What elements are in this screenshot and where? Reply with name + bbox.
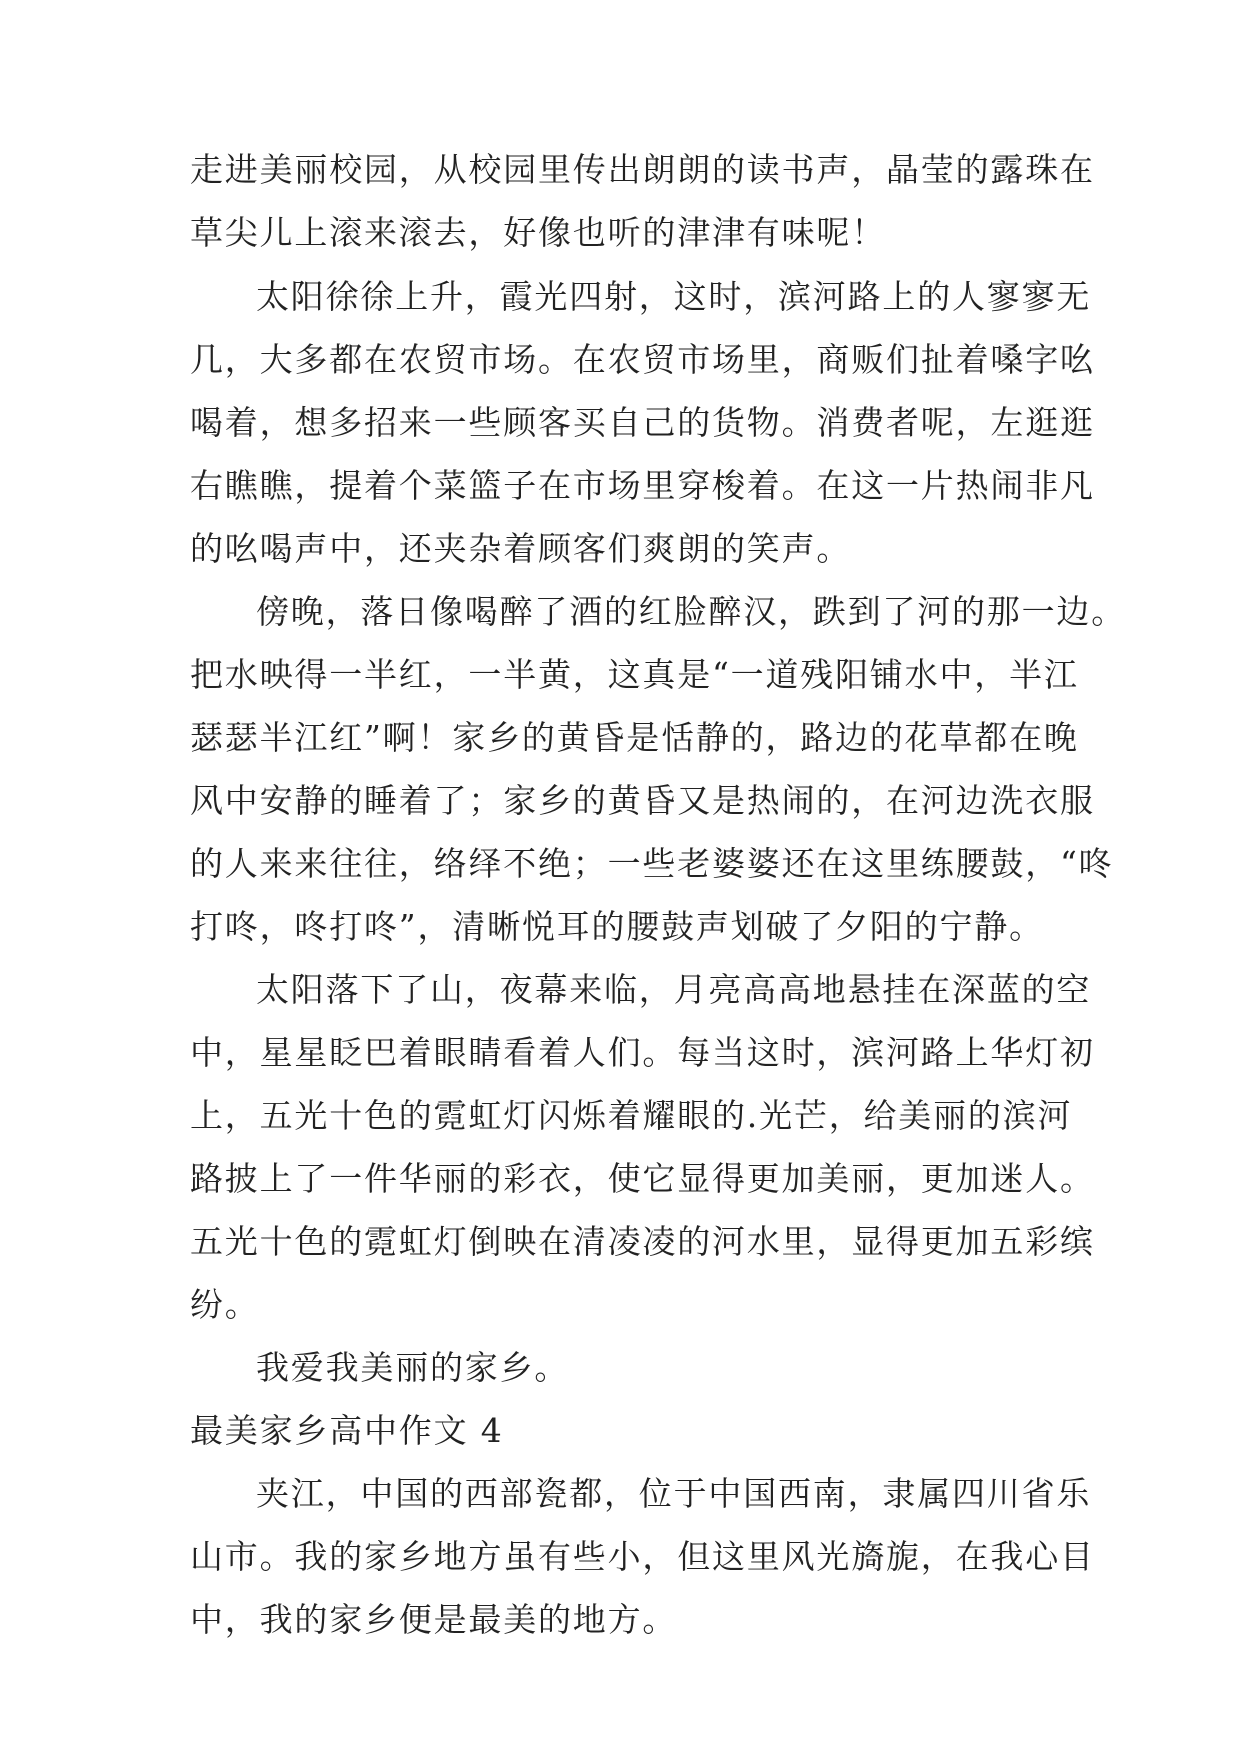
paragraph-first-line: 傍晚，落日像喝醉了酒的红脸醉汉，跌到了河的那一边。 bbox=[256, 592, 1126, 631]
text-line: 右瞧瞧，提着个菜篮子在市场里穿梭着。在这一片热闹非凡 bbox=[190, 466, 1095, 505]
paragraph-first-line: 夹江，中国的西部瓷都，位于中国西南，隶属四川省乐 bbox=[256, 1474, 1092, 1513]
paragraph-first-line: 我爱我美丽的家乡。 bbox=[256, 1348, 570, 1387]
text-line: 的吆喝声中，还夹杂着顾客们爽朗的笑声。 bbox=[190, 529, 852, 568]
text-line: 走进美丽校园，从校园里传出朗朗的读书声，晶莹的露珠在 bbox=[190, 150, 1095, 189]
text-line: 风中安静的睡着了；家乡的黄昏又是热闹的，在河边洗衣服 bbox=[190, 781, 1095, 820]
text-line: 路披上了一件华丽的彩衣，使它显得更加美丽，更加迷人。 bbox=[190, 1159, 1095, 1198]
text-line: 草尖儿上滚来滚去，好像也听的津津有味呢！ bbox=[190, 213, 886, 252]
section-heading: 最美家乡高中作文 4 bbox=[190, 1411, 504, 1450]
text-line: 几，大多都在农贸市场。在农贸市场里，商贩们扯着嗓字吆 bbox=[190, 340, 1095, 379]
text-line: 中，星星眨巴着眼睛看着人们。每当这时，滨河路上华灯初 bbox=[190, 1033, 1095, 1072]
paragraph-first-line: 太阳落下了山，夜幕来临，月亮高高地悬挂在深蓝的空 bbox=[256, 970, 1092, 1009]
text-line: 中，我的家乡便是最美的地方。 bbox=[190, 1600, 678, 1639]
text-line: 五光十色的霓虹灯倒映在清凌凌的河水里，显得更加五彩缤 bbox=[190, 1222, 1095, 1261]
text-line: 的人来来往往，络绎不绝；一些老婆婆还在这里练腰鼓，“咚 bbox=[190, 844, 1114, 883]
text-line: 喝着，想多招来一些顾客买自己的货物。消费者呢，左逛逛 bbox=[190, 403, 1095, 442]
text-line: 上，五光十色的霓虹灯闪烁着耀眼的.光芒，给美丽的滨河 bbox=[190, 1096, 1073, 1135]
text-line: 纷。 bbox=[190, 1285, 260, 1324]
paragraph-first-line: 太阳徐徐上升，霞光四射，这时，滨河路上的人寥寥无 bbox=[256, 277, 1092, 316]
text-line: 打咚，咚打咚”，清晰悦耳的腰鼓声划破了夕阳的宁静。 bbox=[190, 907, 1044, 946]
text-line: 山市。我的家乡地方虽有些小，但这里风光旖旎，在我心目 bbox=[190, 1537, 1095, 1576]
text-line: 把水映得一半红，一半黄，这真是“一道残阳铺水中，半江 bbox=[190, 655, 1079, 694]
text-line: 瑟瑟半江红”啊！家乡的黄昏是恬静的，路边的花草都在晚 bbox=[190, 718, 1079, 757]
